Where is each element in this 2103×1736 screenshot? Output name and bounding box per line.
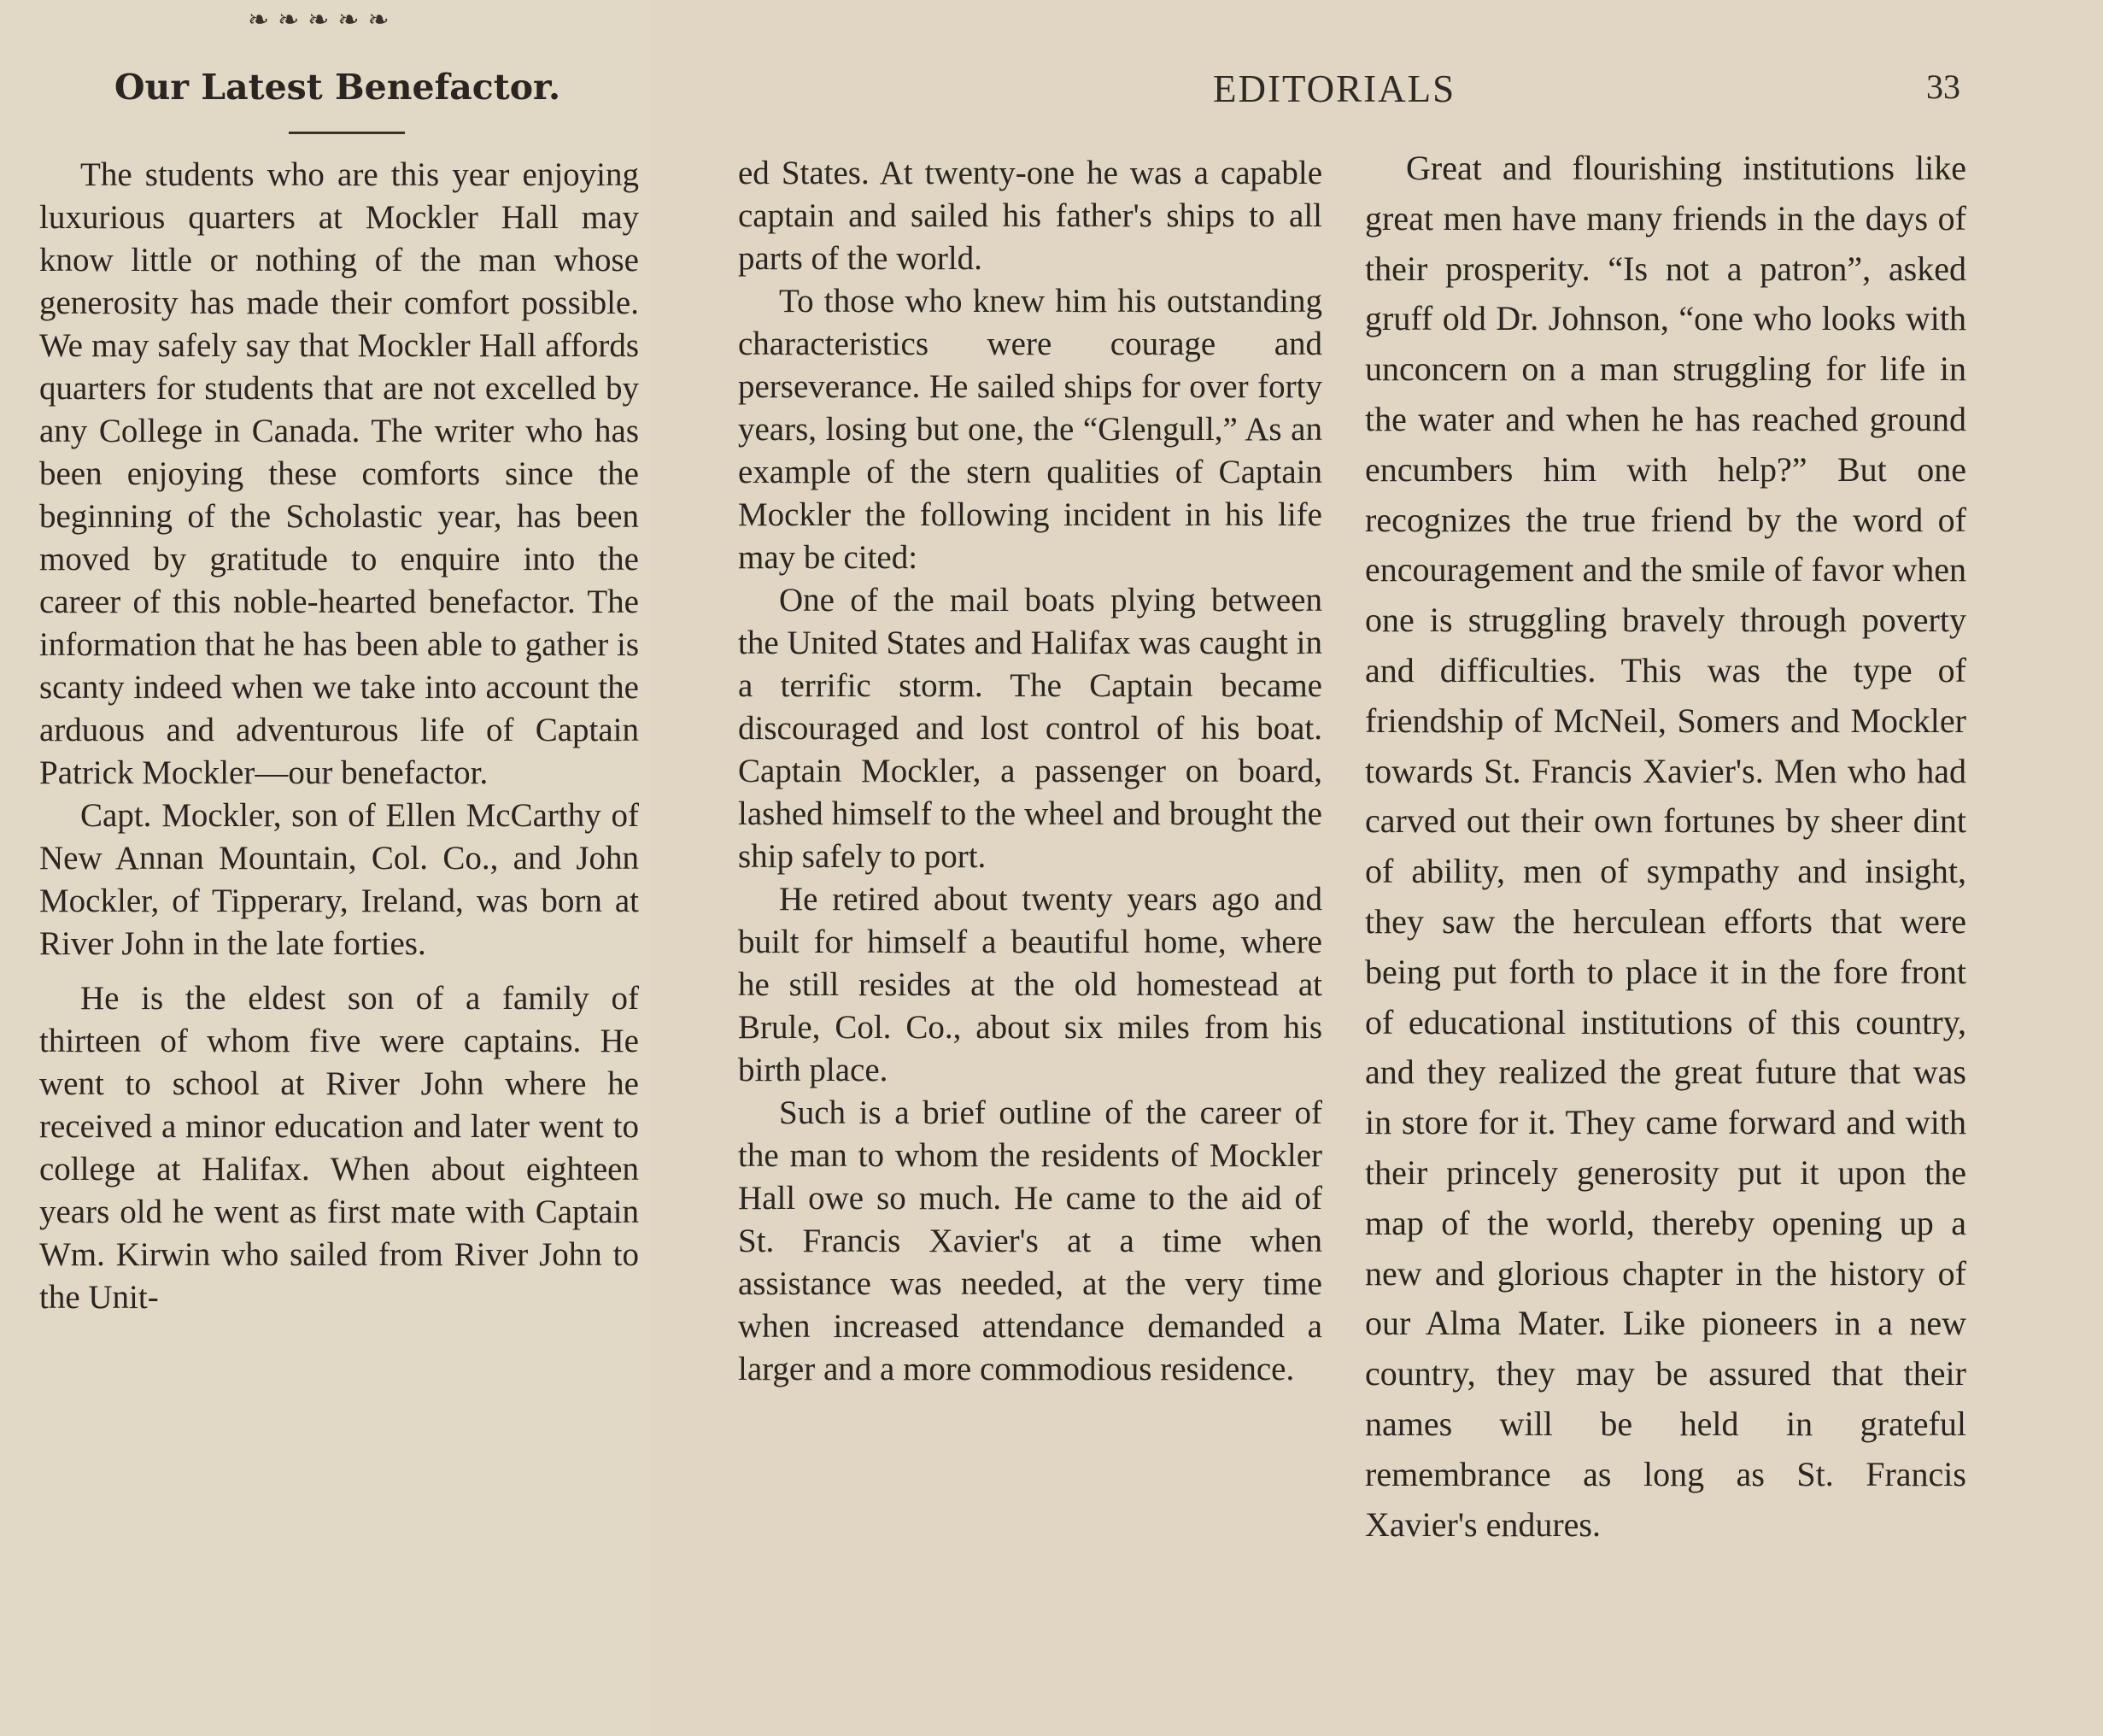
paragraph: He retired about twenty years ago and built for himself a beautiful home, where he still resides at the old homestead at Brule, Col. Co., about six miles from his birth place. bbox=[738, 881, 1322, 1088]
paragraph: Such is a brief outline of the career of the man to whom the residents of Mockler Hall owe so much. He came to the aid of St. Francis Xavier's at a time when assistance was needed, at the very time when increased attendance demanded a larger and a more commodious residence. bbox=[738, 1094, 1322, 1387]
paragraph: Great and flourishing institutions like great men have many friends in the days of their prosperity. “Is not a patron”, asked gruff old Dr. Johnson, “one who looks with unconcern on a man struggling for life in the water and when he has reached ground encumbers him with help?” But one recognizes the true friend by the word of encouragement and the smile of favor when one is struggling bravely through poverty and difficulties. This was the type of friendship of McNeil, Somers and Mockler towards St. Francis Xavier's. Men who had carved out their own fortunes by sheer dint of ability, men of sympathy and insight, they saw the herculean efforts that were being put forth to place it in the fore front of educational institutions of this country, and they realized the great future that was in store for it. They came forward and with their princely generosity put it upon the map of the world, thereby opening up a new and glorious chapter in the history of our Alma Mater. Like pioneers in a new country, they may be assured that their names will be held in grateful remembrance as long as St. Francis Xavier's endures. bbox=[1365, 149, 1966, 1544]
paragraph: To those who knew him his outstanding characteristics were courage and perseverance. He sailed ships for over forty years, losing but one, the “Glengull,” As an example of the stern qualities of Captain Mockler the following incident in his life may be cited: bbox=[738, 283, 1322, 576]
paragraph: Capt. Mockler, son of Ellen McCarthy of New Annan Mountain, Col. Co., and John Mockler, of Tipperary, Ireland, was born at River John in the late forties. bbox=[39, 797, 639, 962]
paragraph: He is the eldest son of a family of thirteen of whom five were captains. He went to school at River John where he received a minor education and later went to college at Halifax. When about eighteen years old he went as first mate with Captain Wm. Kirwin who sailed from River John to the Unit- bbox=[39, 980, 639, 1316]
title-rule bbox=[289, 132, 405, 134]
running-head: EDITORIALS bbox=[1213, 67, 1456, 110]
ornament-dingbats: ❧❧❧❧❧ bbox=[248, 6, 398, 34]
column-2 bbox=[738, 152, 1322, 1391]
clipping-left bbox=[0, 0, 653, 1736]
page-number: 33 bbox=[1926, 67, 1960, 106]
column-3 bbox=[1365, 144, 1966, 1550]
paragraph: The students who are this year enjoying luxurious quarters at Mockler Hall may know little or nothing of the man whose generosity has made their comfort possible. We may safely say that Mockler Hall affords quarters for students that are not excelled by any College in Canada. The writer who has been enjoying these comforts since the beginning of the Scholastic year, has been moved by gratitude to enquire into the career of this noble-hearted benefactor. The information that he has been able to gather is scanty indeed when we take into account the arduous and adventurous life of Captain Patrick Mockler—our benefactor. bbox=[39, 156, 639, 791]
article-title: Our Latest Benefactor. bbox=[114, 67, 561, 108]
column-1 bbox=[39, 154, 639, 1319]
paragraph: ed States. At twenty-one he was a capable captain and sailed his father's ships to all parts of the world. bbox=[738, 155, 1322, 277]
paragraph: One of the mail boats plying between the United States and Halifax was caught in a terrific storm. The Captain became discouraged and lost control of his boat. Captain Mockler, a passenger on board, lashed himself to the wheel and brought the ship safely to port. bbox=[738, 582, 1322, 875]
